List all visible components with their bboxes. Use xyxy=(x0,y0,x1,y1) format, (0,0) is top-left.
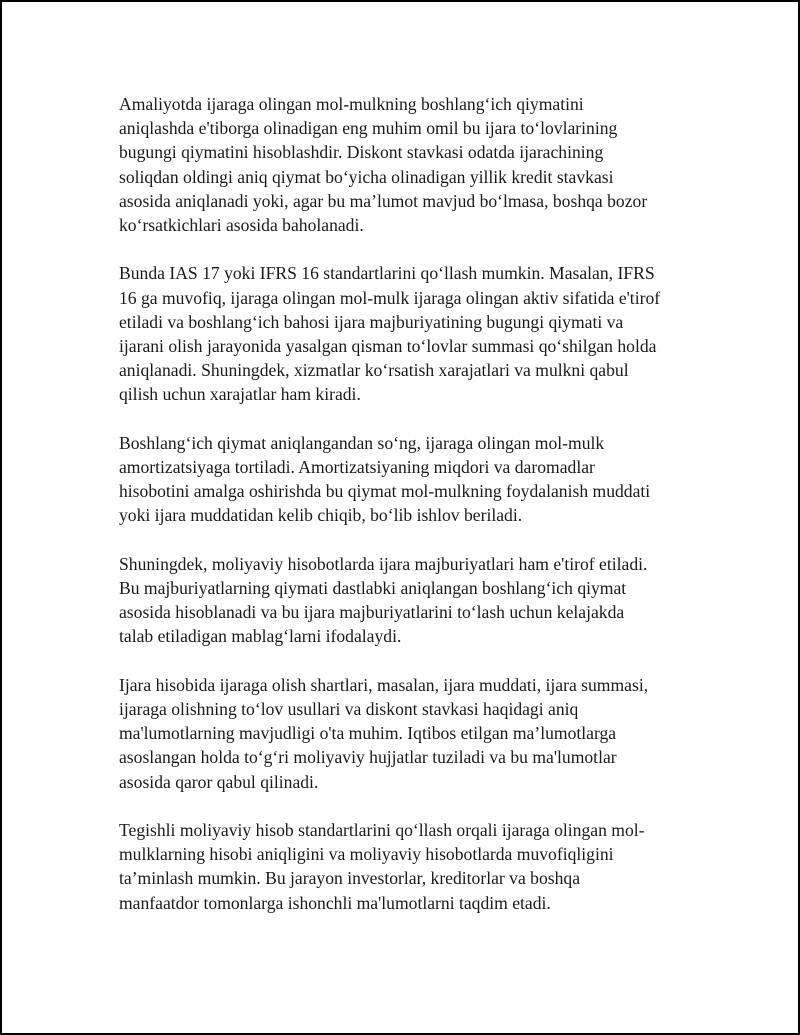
text-line: Tegishli moliyaviy hisob standartlarini qo‘llash orqali ijaraga olingan mol- xyxy=(119,820,645,841)
text-line: ko‘rsatkichlari asosida baholanadi. xyxy=(119,215,364,236)
text-line: yoki ijara muddatidan kelib chiqib, bo‘lib ishlov beriladi. xyxy=(119,505,523,526)
text-line: hisobotini amalga oshirishda bu qiymat mol-mulkning foydalanish muddati xyxy=(119,481,651,502)
text-line: aniqlanadi. Shuningdek, xizmatlar ko‘rsatish xarajatlari va mulkni qabul xyxy=(119,360,629,381)
text-line: ta’minlash mumkin. Bu jarayon investorlar, kreditorlar va boshqa xyxy=(119,868,581,889)
text-line: asosida aniqlanadi yoki, agar bu ma’lumot mavjud bo‘lmasa, boshqa bozor xyxy=(119,190,648,211)
text-line: qilish uchun xarajatlar ham kiradi. xyxy=(119,384,361,405)
text-line: Boshlang‘ich qiymat aniqlangandan so‘ng, ijaraga olingan mol-mulk xyxy=(119,432,605,453)
text-line: asosida hisoblanadi va bu ijara majburiyatlarini to‘lash uchun kelajakda xyxy=(119,602,625,623)
text-line: Amaliyotda ijaraga olingan mol-mulkning boshlang‘ich qiymatini xyxy=(119,94,584,114)
paragraph-5 xyxy=(119,673,687,794)
text-line: Shuningdek, moliyaviy hisobotlarda ijara majburiyatlari ham e'tirof etiladi. xyxy=(119,553,648,574)
text-line: aniqlashda e'tiborga olinadigan eng muhim omil bu ijara to‘lovlarining xyxy=(119,118,618,139)
text-line: talab etiladigan mablag‘larni ifodalaydi. xyxy=(119,626,402,647)
text-line: ijarani olish jarayonida yasalgan qisman to‘lovlar summasi qo‘shilgan holda xyxy=(119,336,657,357)
paragraph-4 xyxy=(119,552,687,649)
paragraph-1 xyxy=(119,92,687,237)
text-line: Ijara hisobida ijaraga olish shartlari, masalan, ijara muddati, ijara summasi, xyxy=(119,674,649,695)
text-line: asoslangan holda to‘g‘ri moliyaviy hujjatlar tuziladi va bu ma'lumotlar xyxy=(119,747,617,768)
text-line: asosida qaror qabul qilinadi. xyxy=(119,771,319,792)
text-line: ma'lumotlarning mavjudligi o'ta muhim. Iqtibos etilgan ma’lumotlarga xyxy=(119,723,617,744)
text-line: soliqdan oldingi aniq qiymat bo‘yicha olinadigan yillik kredit stavkasi xyxy=(119,166,614,187)
text-line: manfaatdor tomonlarga ishonchli ma'lumotlarni taqdim etadi. xyxy=(119,892,551,913)
document-body xyxy=(119,92,687,939)
paragraph-6 xyxy=(119,818,687,915)
text-line: mulklarning hisobi aniqligini va moliyaviy hisobotlarda muvofiqligini xyxy=(119,844,614,865)
paragraph-3 xyxy=(119,431,687,528)
text-line: Bunda IAS 17 yoki IFRS 16 standartlarini qo‘llash mumkin. Masalan, IFRS xyxy=(119,263,655,284)
text-line: ijaraga olishning to‘lov usullari va diskont stavkasi haqidagi aniq xyxy=(119,699,579,720)
paragraph-2 xyxy=(119,261,687,406)
text-line: 16 ga muvofiq, ijaraga olingan mol-mulk ijaraga olingan aktiv sifatida e'tirof xyxy=(119,287,661,308)
text-line: bugungi qiymatini hisoblashdir. Diskont stavkasi odatda ijarachining xyxy=(119,142,604,163)
text-line: Bu majburiyatlarning qiymati dastlabki aniqlangan boshlang‘ich qiymat xyxy=(119,578,627,599)
text-line: etiladi va boshlang‘ich bahosi ijara majburiyatining bugungi qiymati va xyxy=(119,311,624,332)
text-line: amortizatsiyaga tortiladi. Amortizatsiyaning miqdori va daromadlar xyxy=(119,457,595,478)
